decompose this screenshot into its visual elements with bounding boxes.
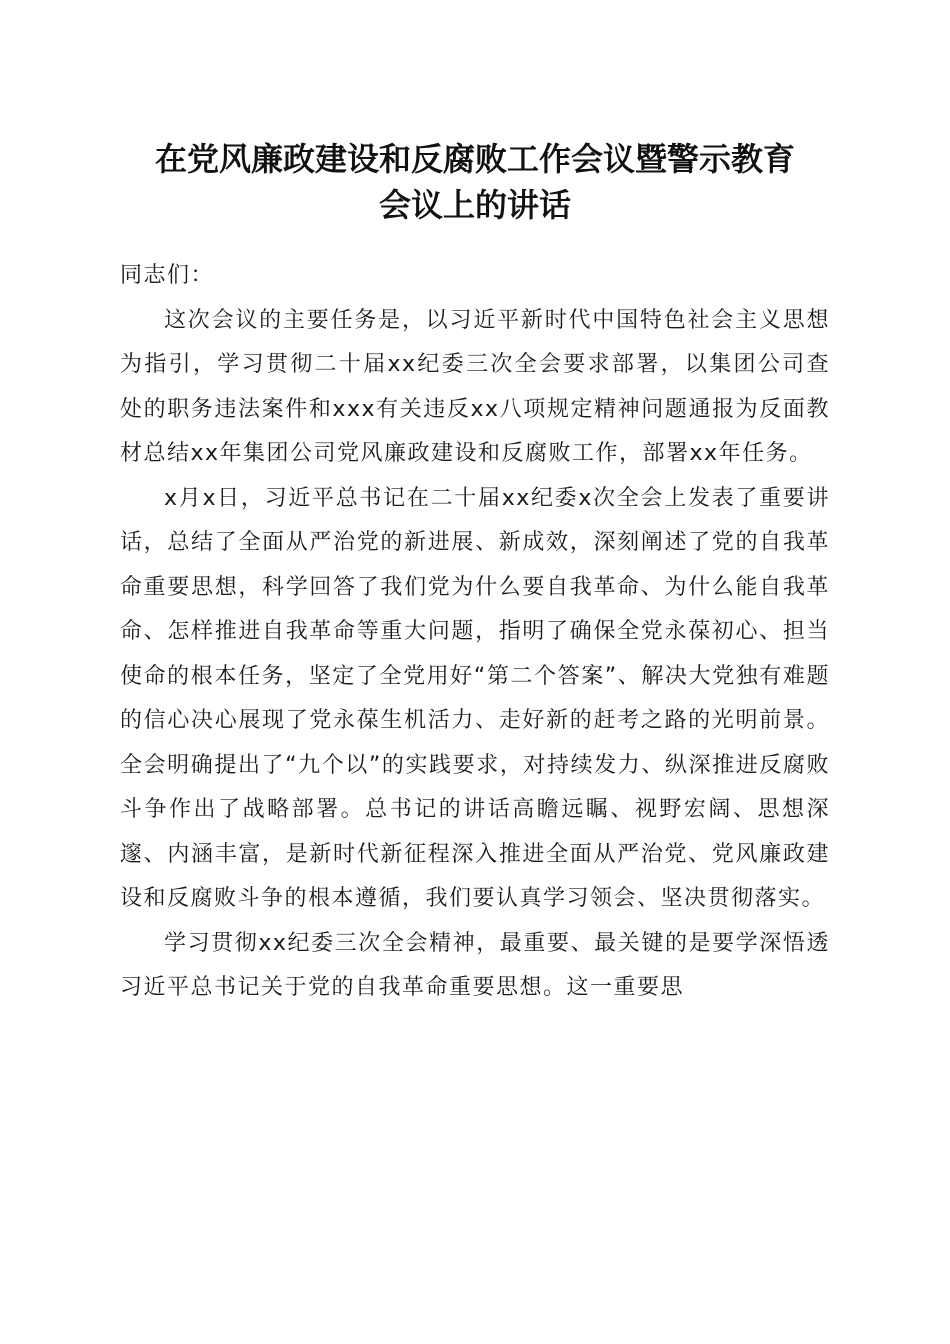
paragraph-2: x月x日，习近平总书记在二十届xx纪委x次全会上发表了重要讲话，总结了全面从严治党的新进展、新成效，深刻阐述了党的自我革命重要思想，科学回答了我们党为什么要自我革命、为什么能自我革命、怎样推进自我革命等重大问题，指明了确保全党永葆初心、担当使命的根本任务，坚定了全党用好“第二个答案”、解决大党独有难题的信心决心展现了党永葆生机活力、走好新的赶考之路的光明前景。全会明确提出了“九个以”的实践要求，对持续发力、纵深推进反腐败斗争作出了战略部署。总书记的讲话高瞻远瞩、视野宏阔、思想深邃、内涵丰富，是新时代新征程深入推进全面从严治党、党风廉政建设和反腐败斗争的根本遵循，我们要认真学习领会、坚决贯彻落实。 [120, 485, 830, 911]
paragraph-3: 学习贯彻xx纪委三次全会精神，最重要、最关键的是要学深悟透习近平总书记关于党的自我革命重要思想。这一重要思 [120, 930, 830, 1000]
paragraph-1: 这次会议的主要任务是，以习近平新时代中国特色社会主义思想为指引，学习贯彻二十届xx纪委三次全会要求部署，以集团公司查处的职务违法案件和xxx有关违反xx八项规定精神问题通报为反面教材总结xx年集团公司党风廉政建设和反腐败工作，部署xx年任务。 [120, 307, 830, 466]
title-line-1: 在党风廉政建设和反腐败工作会议暨警示教育 [154, 140, 795, 178]
title-line-2: 会议上的讲话 [378, 186, 571, 224]
document-body [120, 254, 830, 1011]
salutation: 同志们： [120, 263, 215, 288]
document-title [100, 136, 850, 228]
